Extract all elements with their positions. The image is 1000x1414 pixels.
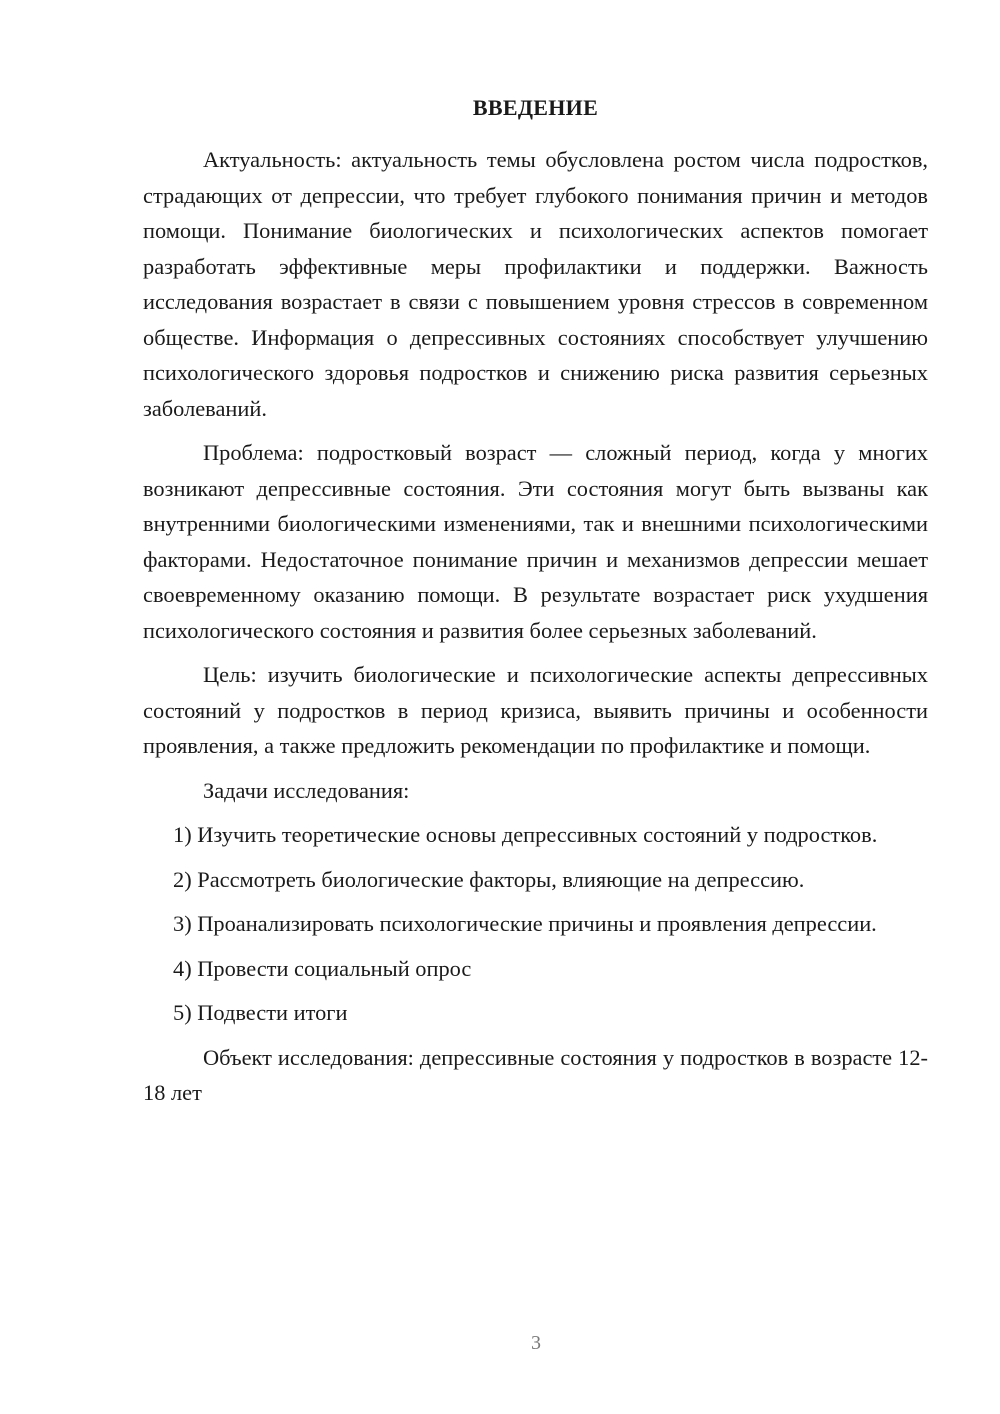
task-item-5: 5) Подвести итоги [173,1000,348,1025]
problem-paragraph: Проблема: подростковый возраст — сложный период, когда у многих возникают депрессивные состояния. Эти состояния могут быть вызваны как внутренними биологическими изменениями, так и внешними психологическими факторами. Недостаточное понимание причин и механизмов депрессии мешает своевременному оказанию помощи. В результате возрастает риск ухудшения психологического состояния и развития более серьезных заболеваний. [143,440,928,643]
task-item-4: 4) Провести социальный опрос [173,955,472,981]
document-page [143,90,928,1120]
goal-paragraph: Цель: изучить биологические и психологические аспекты депрессивных состояний у подростков в период кризиса, выявить причины и особенности проявления, а также предложить рекомендации по профилактике и помощи. [143,662,928,758]
section-heading: ВВЕДЕНИЕ [472,95,599,120]
task-item-3: 3) Проанализировать психологические причины и проявления депрессии. [173,911,877,936]
page-number: 3 [531,1332,541,1354]
object-paragraph: Объект исследования: депрессивные состояния у подростков в возрасте 12-18 лет [143,1044,928,1105]
task-item-1: 1) Изучить теоретические основы депрессивных состояний у подростков. [173,822,878,847]
tasks-heading: Задачи исследования: [203,777,410,803]
relevance-paragraph: Актуальность: актуальность темы обусловлена ростом числа подростков, страдающих от депрессии, что требует глубокого понимания причин и методов помощи. Понимание биологических и психологических аспектов помогает разработать эффективные меры профилактики и поддержки. Важность исследования возрастает в связи с повышением уровня стрессов в современном обществе. Информация о депрессивных состояниях способствует улучшению психологического здоровья подростков и снижению риска развития серьезных заболеваний. [143,147,928,421]
task-item-2: 2) Рассмотреть биологические факторы, влияющие на депрессию. [173,866,805,892]
